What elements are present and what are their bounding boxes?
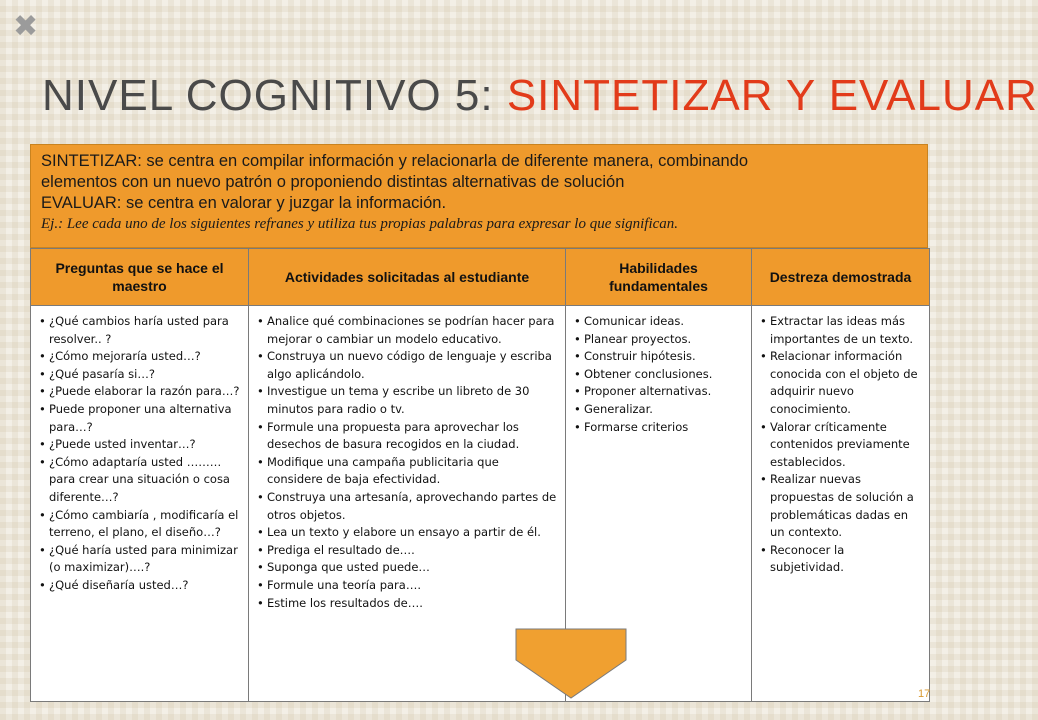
list-item: • ¿Qué haría usted para minimizar (o maximizar)….? xyxy=(39,542,240,577)
list-item: • Prediga el resultado de…. xyxy=(257,542,557,560)
list-item: • Reconocer la subjetividad. xyxy=(760,542,921,577)
list-item: • Analice qué combinaciones se podrían hacer para mejorar o cambiar un modelo educativo. xyxy=(257,313,557,348)
list-item: • Estime los resultados de…. xyxy=(257,595,557,613)
list-item: • Construir hipótesis. xyxy=(574,348,743,366)
header-skills: Habilidades fundamentales xyxy=(566,249,752,306)
list-item: • Suponga que usted puede… xyxy=(257,559,557,577)
list-item: • Proponer alternativas. xyxy=(574,383,743,401)
intro-line-3: EVALUAR: se centra en valorar y juzgar la información. xyxy=(41,194,447,212)
header-dexterity: Destreza demostrada xyxy=(752,249,930,306)
table-header-row xyxy=(31,249,930,306)
dexterity-list xyxy=(760,313,921,577)
list-item: • Planear proyectos. xyxy=(574,331,743,349)
list-item: • Lea un texto y elabore un ensayo a partir de él. xyxy=(257,524,557,542)
list-item: • Puede proponer una alternativa para…? xyxy=(39,401,240,436)
intro-line-2: elementos con un nuevo patrón o proponiendo distintas alternativas de solución xyxy=(41,173,625,191)
skills-table xyxy=(30,248,930,702)
list-item: • Realizar nuevas propuestas de solución a problemáticas dadas en un contexto. xyxy=(760,471,921,541)
list-item: • ¿Puede usted inventar…? xyxy=(39,436,240,454)
intro-box xyxy=(30,144,928,248)
list-item: • Formarse criterios xyxy=(574,419,743,437)
list-item: • Formule una propuesta para aprovechar los desechos de basura recogidos en la ciudad. xyxy=(257,419,557,454)
list-item: • Modifique una campaña publicitaria que considere de baja efectividad. xyxy=(257,454,557,489)
title-accent: SINTETIZAR Y EVALUAR xyxy=(506,71,1038,120)
list-item: • Construya un nuevo código de lenguaje y escriba algo aplicándolo. xyxy=(257,348,557,383)
list-item: • ¿Cómo cambiaría , modificaría el terreno, el plano, el diseño…? xyxy=(39,507,240,542)
title-prefix: NIVEL COGNITIVO 5: xyxy=(42,71,507,120)
list-item: • Construya una artesanía, aprovechando partes de otros objetos. xyxy=(257,489,557,524)
slide-corner-x-icon: ✖ xyxy=(13,10,39,43)
header-activities: Actividades solicitadas al estudiante xyxy=(249,249,566,306)
list-item: • Extractar las ideas más importantes de un texto. xyxy=(760,313,921,348)
list-item: • ¿Qué diseñaría usted…? xyxy=(39,577,240,595)
list-item: • Obtener conclusiones. xyxy=(574,366,743,384)
list-item: • Comunicar ideas. xyxy=(574,313,743,331)
slide-title xyxy=(42,70,1038,122)
list-item: • ¿Qué cambios haría usted para resolver.. ? xyxy=(39,313,240,348)
page-number: 17 xyxy=(918,688,931,700)
down-arrow-icon xyxy=(515,628,627,700)
list-item: • Generalizar. xyxy=(574,401,743,419)
questions-list xyxy=(39,313,240,595)
intro-line-1: SINTETIZAR: se centra en compilar información y relacionarla de diferente manera, combinando xyxy=(41,152,749,170)
questions-cell xyxy=(31,306,249,702)
activities-list xyxy=(257,313,557,612)
list-item: • ¿Qué pasaría si…? xyxy=(39,366,240,384)
header-questions: Preguntas que se hace el maestro xyxy=(31,249,249,306)
dexterity-cell xyxy=(752,306,930,702)
list-item: • ¿Puede elaborar la razón para…? xyxy=(39,383,240,401)
list-item: • Investigue un tema y escribe un libreto de 30 minutos para radio o tv. xyxy=(257,383,557,418)
skills-list xyxy=(574,313,743,436)
list-item: • ¿Cómo adaptaría usted ……… para crear una situación o cosa diferente…? xyxy=(39,454,240,507)
list-item: • Formule una teoría para…. xyxy=(257,577,557,595)
list-item: • ¿Cómo mejoraría usted…? xyxy=(39,348,240,366)
list-item: • Valorar críticamente contenidos previamente establecidos. xyxy=(760,419,921,472)
table-row xyxy=(31,306,930,702)
list-item: • Relacionar información conocida con el objeto de adquirir nuevo conocimiento. xyxy=(760,348,921,418)
intro-example: Ej.: Lee cada uno de los siguientes refranes y utiliza tus propias palabras para expresar lo que significan. xyxy=(41,216,679,232)
